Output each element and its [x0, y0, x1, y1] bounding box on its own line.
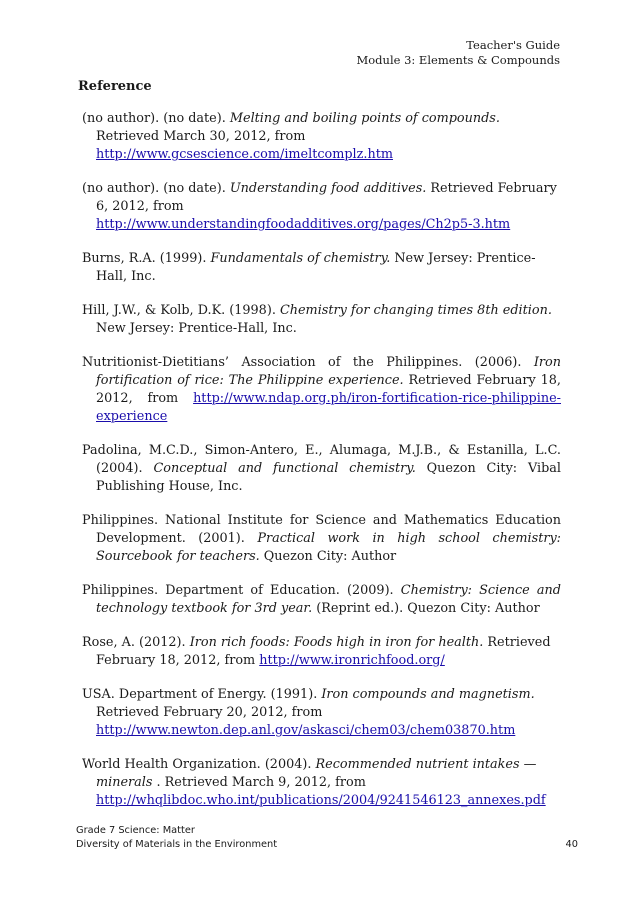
reference-item	[82, 302, 561, 338]
reference-text: Philippines. National Institute for Science and Mathematics Education Development. (2001).	[82, 513, 561, 546]
reference-item	[82, 250, 561, 286]
reference-title: Iron rich foods: Foods high in iron for health.	[189, 635, 484, 650]
reference-text: Burns, R.A. (1999).	[82, 251, 211, 266]
reference-text: New Jersey: Prentice-Hall, Inc.	[96, 321, 297, 336]
reference-title: Practical work in high school chemistry: Sourcebook for teachers.	[96, 531, 561, 564]
reference-item	[82, 686, 561, 740]
reference-text: (no author). (no date).	[82, 111, 230, 126]
reference-title: Fundamentals of chemistry.	[210, 251, 391, 266]
reference-text: Retrieved February 18, 2012, from	[96, 635, 551, 668]
reference-link[interactable]: http://www.newton.dep.anl.gov/askasci/chem03/chem03870.htm	[96, 723, 516, 738]
reference-text: Retrieved February 6, 2012, from	[96, 181, 557, 214]
reference-title: Melting and boiling points of compounds.	[229, 111, 500, 126]
reference-text: . Retrieved March 9, 2012, from	[152, 775, 366, 790]
reference-text: USA. Department of Energy. (1991).	[82, 687, 322, 702]
reference-link[interactable]: http://www.ndap.org.ph/iron-fortification-rice-philippine-experience	[96, 391, 561, 424]
reference-title: Understanding food additives.	[229, 181, 427, 196]
reference-text: (no author). (no date).	[82, 181, 230, 196]
reference-list	[82, 110, 561, 826]
reference-item	[82, 582, 561, 618]
reference-title: Chemistry for changing times 8th edition.	[279, 303, 552, 318]
reference-title: Iron compounds and magnetism.	[321, 687, 535, 702]
reference-text: Retrieved March 30, 2012, from	[96, 129, 306, 144]
reference-text: (Reprint ed.). Quezon City: Author	[312, 601, 540, 616]
reference-text: Padolina, M.C.D., Simon-Antero, E., Alumaga, M.J.B., & Estanilla, L.C. (2004).	[82, 443, 561, 476]
footer-topic-label: Diversity of Materials in the Environment	[76, 839, 278, 850]
reference-text: New Jersey: Prentice-Hall, Inc.	[96, 251, 536, 284]
header-module-label: Module 3: Elements & Compounds	[356, 53, 560, 67]
reference-text: Retrieved February 18, 2012, from	[96, 373, 561, 406]
reference-text: Philippines. Department of Education. (2009).	[82, 583, 401, 598]
reference-title: Conceptual and functional chemistry.	[153, 461, 416, 476]
page-header	[356, 38, 560, 68]
reference-link[interactable]: http://www.understandingfoodadditives.org/pages/Ch2p5-3.htm	[96, 217, 511, 232]
reference-title: Chemistry: Science and technology textbook for 3rd year.	[96, 583, 561, 616]
reference-item	[82, 634, 561, 670]
reference-text: Nutritionist-Dietitians’ Association of the Philippines. (2006).	[82, 355, 534, 370]
reference-title: Recommended nutrient intakes — minerals	[96, 757, 537, 790]
reference-item	[82, 756, 561, 810]
reference-text: Hill, J.W., & Kolb, D.K. (1998).	[82, 303, 280, 318]
reference-text: Retrieved February 20, 2012, from	[96, 705, 323, 720]
header-guide-label: Teacher's Guide	[466, 38, 560, 52]
reference-item	[82, 354, 561, 426]
reference-text: Quezon City: Author	[259, 549, 397, 564]
reference-link[interactable]: http://whqlibdoc.who.int/publications/2004/9241546123_annexes.pdf	[96, 793, 546, 808]
reference-item	[82, 180, 561, 234]
page-footer	[76, 824, 578, 852]
reference-link[interactable]: http://www.ironrichfood.org/	[259, 653, 445, 668]
reference-link[interactable]: http://www.gcsescience.com/imeltcomplz.htm	[96, 147, 393, 162]
section-title: Reference	[78, 79, 152, 94]
reference-item	[82, 110, 561, 164]
page-number: 40	[565, 839, 578, 850]
reference-item	[82, 512, 561, 566]
reference-title: Iron fortification of rice: The Philippine experience.	[96, 355, 561, 388]
reference-item	[82, 442, 561, 496]
reference-text: World Health Organization. (2004).	[82, 757, 316, 772]
reference-text: Rose, A. (2012).	[82, 635, 190, 650]
footer-grade-label: Grade 7 Science: Matter	[76, 825, 195, 836]
reference-text: Quezon City: Vibal Publishing House, Inc.	[96, 461, 561, 494]
